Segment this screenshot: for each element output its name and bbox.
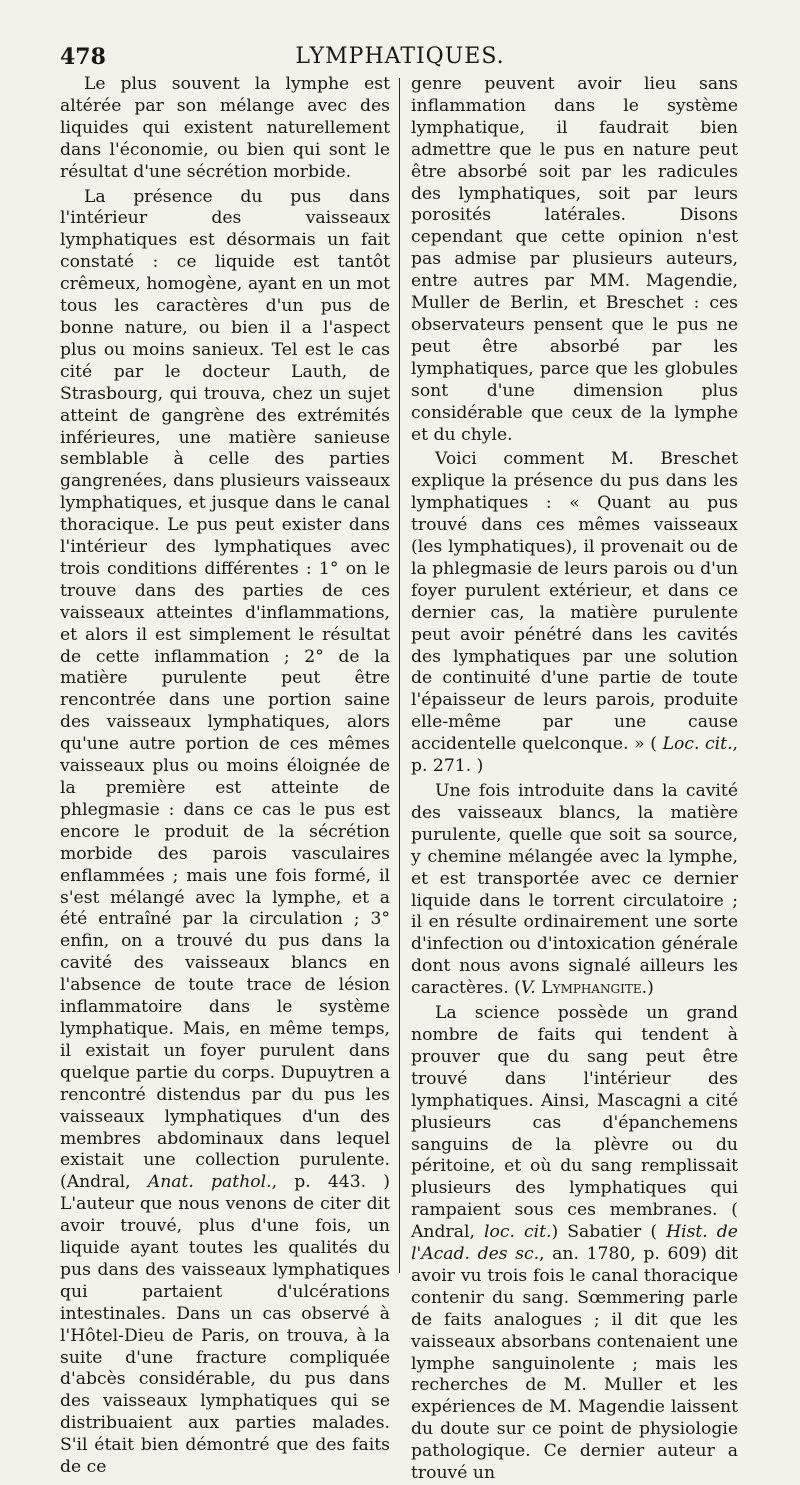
paragraph-text: La science possède un grand nombre de faits qui tendent à prouver que du sang peut être trouvé dans l'intérieur des lymphatiques. Ainsi, Mascagni a cité plusieurs cas d'épanchemens sanguins de la plèvre ou du péritoine, et où du sang remplissait plusieurs des lymphatiques qui rampaient sous ces membranes. ( Andral,	[411, 1003, 738, 1243]
citation-page: , p. 443.	[271, 1172, 367, 1193]
paragraph	[60, 187, 390, 1479]
right-column	[411, 74, 738, 1485]
paragraph: genre peuvent avoir lieu sans inflammation dans le système lymphatique, il faudrait bien admettre que le pus en nature peut être absorbé soit par les radicules des lymphatiques, soit par leurs porosités latérales. Disons cependant que cette opinion n'est pas admise par plusieurs auteurs, entre autres par MM. Magendie, Muller de Berlin, et Breschet : ces observateurs pensent que le pus ne peut être absorbé par les lymphatiques, parce que les globules sont d'une dimension plus considérable que ceux de la lymphe et du chyle.	[411, 74, 738, 445]
page-header	[60, 44, 740, 74]
paragraph: Le plus souvent la lymphe est altérée par son mélange avec des liquides qui existent naturellement dans l'économie, ou bien qui sont le résultat d'une sécrétion morbide.	[60, 74, 390, 182]
left-column	[60, 74, 390, 1479]
paragraph	[411, 449, 738, 778]
paragraph-text: ) L'auteur que nous venons de citer dit avoir trouvé, plus d'une fois, un liquide ayant toutes les qualités du pus dans des vaisseaux lymphatiques qui partaient d'ulcérations intestinales. Dans un cas observé à l'Hôtel-Dieu de Paris, on trouva, à la suite d'une fracture compliquée d'abcès considérable, du pus dans des vaisseaux lymphatiques qui se distribuaient aux parties malades. S'il était bien démontré que des faits de ce	[60, 1172, 390, 1478]
paragraph-text: ) Sabatier (	[551, 1222, 658, 1243]
paragraph	[411, 1003, 738, 1485]
paragraph	[411, 781, 738, 1000]
cross-reference: V.	[520, 978, 536, 999]
citation-title: Loc. cit.	[662, 734, 733, 755]
paragraph-text: Une fois introduite dans la cavité des vaisseaux blancs, la matière purulente, quelle que soit sa source, y chemine mélangée avec la lymphe, et est transportée avec ce dernier liquide dans le torrent circulatoire ; il en résulte ordinairement une sorte d'infection ou d'intoxication générale dont nous avons signalé ailleurs les caractères. (	[411, 781, 738, 999]
cross-reference-term: Lymphangite	[541, 978, 642, 999]
column-divider	[399, 78, 400, 1273]
paragraph-text: , p. 271. )	[411, 734, 739, 777]
paragraph-text: .)	[641, 978, 654, 999]
running-title: LYMPHATIQUES.	[295, 44, 505, 69]
citation-title: Anat. pathol.	[147, 1172, 272, 1193]
paragraph-text: La présence du pus dans l'intérieur des vaisseaux lymphatiques est désormais un fait constaté : ce liquide est tantôt crêmeux, homogène, ayant en un mot tous les caractères d'un pus de bonne nature, ou bien il a l'aspect plus ou moins sanieux. Tel est le cas cité par le docteur Lauth, de Strasbourg, qui trouva, chez un sujet atteint de gangrène des extrémités inférieures, une matière sanieuse semblable à celle des parties gangrenées, dans plusieurs vaisseaux lymphatiques, et jusque dans le canal thoracique. Le pus peut exister dans l'intérieur des lymphatiques avec trois conditions différentes : 1° on le trouve dans des parties de ces vaisseaux atteintes d'inflammations, et alors il est simplement le résultat de cette inflammation ; 2° de la matière purulente peut être rencontrée dans une portion saine des vaisseaux lymphatiques, alors qu'une autre portion de ces mêmes vaisseaux plus ou moins éloignée de la première est atteinte de phlegmasie : dans ce cas le pus est encore le produit de la sécrétion morbide des parois vasculaires enflammées ; mais une fois formé, il s'est mélangé avec la lymphe, et a été entraîné par la circulation ; 3° enfin, on a trouvé du pus dans la cavité des vaisseaux blancs en l'absence de toute trace de lésion inflammatoire dans le système lymphatique. Mais, en même temps, il existait un foyer purulent dans quelque partie du corps. Dupuytren a rencontré distendus par du pus les vaisseaux lymphatiques d'un des membres abdominaux dans lequel existait une collection purulente. (Andral,	[60, 186, 390, 1193]
paragraph-text: , an. 1780, p. 609) dit avoir vu trois fois le canal thoracique contenir du sang. Sœmmering parle de faits analogues ; il dit que les vaisseaux absorbans contenaient une lymphe sanguinolente ; mais les recherches de M. Muller et les expériences de M. Magendie laissent du doute sur ce point de physiologie pathologique. Ce dernier auteur a trouvé un	[411, 1244, 738, 1484]
paragraph-text: Voici comment M. Breschet explique la présence du pus dans les lymphatiques : « Quant au pus trouvé dans ces mêmes vaisseaux (les lymphatiques), il provenait ou de la phlegmasie de leurs parois ou d'un foyer purulent extérieur, et dans ce dernier cas, la matière purulente peut avoir pénétré dans les cavités des lymphatiques par une solution de continuité d'une partie de toute l'épaisseur de leurs parois, produite elle-même par une cause accidentelle quelconque. » (	[411, 449, 738, 755]
citation-title: loc. cit.	[483, 1222, 552, 1243]
citation-title: Hist. de l'Acad. des sc.	[411, 1222, 738, 1265]
page-number: 478	[60, 44, 106, 70]
